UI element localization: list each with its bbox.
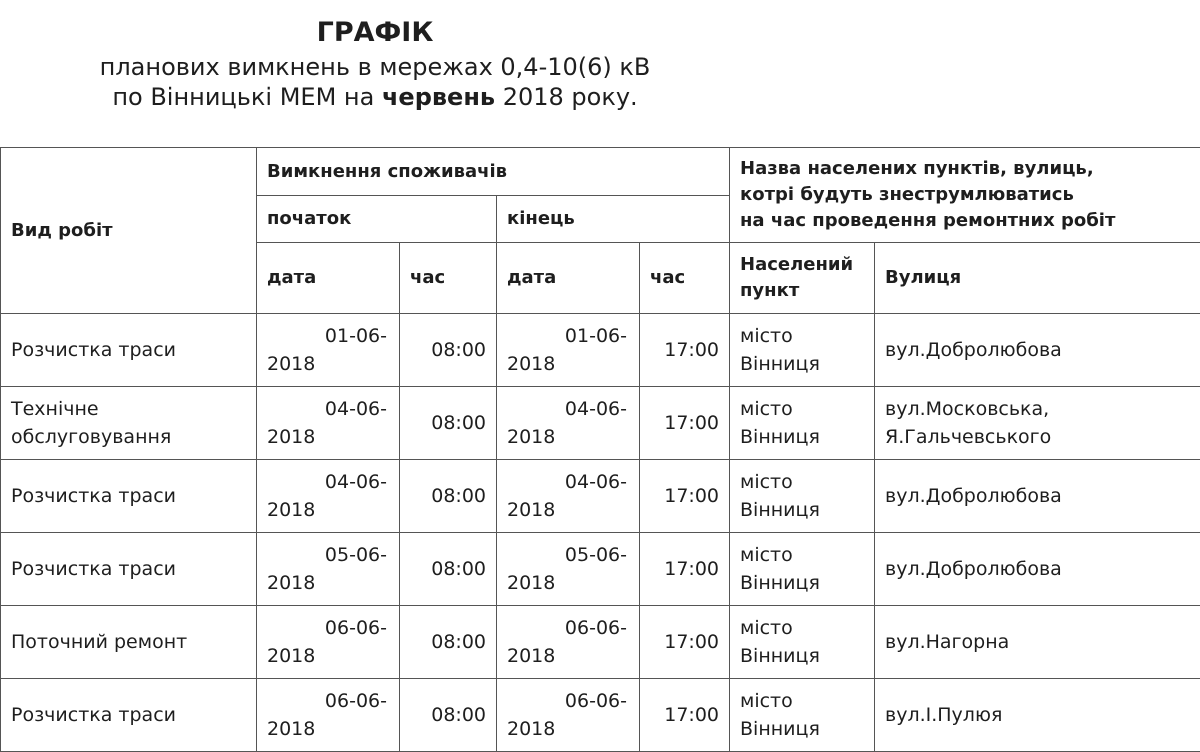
- period-suffix: 2018 року.: [495, 83, 638, 111]
- start-date-year: 2018: [267, 350, 389, 378]
- start-date-day-month: 04-06-: [267, 395, 389, 423]
- settlement-type: місто: [740, 468, 864, 496]
- settlement-type: місто: [740, 395, 864, 423]
- cell-end-date: [497, 606, 640, 679]
- settlement-name: Вінниця: [740, 496, 864, 524]
- cell-work-type: Поточний ремонт: [1, 606, 257, 679]
- table-row: [1, 387, 1200, 460]
- document-header: [0, 14, 750, 112]
- cell-settlement: [730, 314, 875, 387]
- document-period-line: [0, 82, 750, 112]
- header-locations-line: котрі будуть знеструмлюватись: [740, 182, 1190, 208]
- start-date-year: 2018: [267, 496, 389, 524]
- start-date-day-month: 04-06-: [267, 468, 389, 496]
- end-date-year: 2018: [507, 642, 629, 670]
- settlement-name: Вінниця: [740, 715, 864, 743]
- start-date-year: 2018: [267, 423, 389, 451]
- cell-street: вул.І.Пулюя: [875, 679, 1200, 752]
- header-settlement: Населений пункт: [730, 243, 875, 314]
- end-date-day-month: 01-06-: [507, 322, 629, 350]
- table-row: [1, 314, 1200, 387]
- end-date-day-month: 04-06-: [507, 395, 629, 423]
- cell-start-date: [257, 387, 400, 460]
- document-title: ГРАФІК: [0, 14, 750, 52]
- header-locations-line: Назва населених пунктів, вулиць,: [740, 156, 1190, 182]
- header-work-type: Вид робіт: [1, 148, 257, 314]
- table-row: [1, 606, 1200, 679]
- period-month: червень: [382, 83, 495, 111]
- outage-schedule-table: [0, 147, 1200, 752]
- settlement-name: Вінниця: [740, 569, 864, 597]
- start-date-day-month: 01-06-: [267, 322, 389, 350]
- header-end-date: дата: [497, 243, 640, 314]
- settlement-type: місто: [740, 541, 864, 569]
- cell-end-time: 17:00: [640, 460, 730, 533]
- settlement-name: Вінниця: [740, 642, 864, 670]
- cell-start-time: 08:00: [400, 460, 497, 533]
- start-date-year: 2018: [267, 642, 389, 670]
- end-date-year: 2018: [507, 423, 629, 451]
- cell-work-type: Розчистка траси: [1, 679, 257, 752]
- table-row: [1, 460, 1200, 533]
- cell-street: вул.Добролюбова: [875, 314, 1200, 387]
- cell-end-date: [497, 387, 640, 460]
- cell-start-date: [257, 606, 400, 679]
- end-date-day-month: 04-06-: [507, 468, 629, 496]
- cell-end-time: 17:00: [640, 533, 730, 606]
- end-date-year: 2018: [507, 569, 629, 597]
- header-end-time: час: [640, 243, 730, 314]
- cell-start-time: 08:00: [400, 387, 497, 460]
- header-shutdown: Вимкнення споживачів: [257, 148, 730, 196]
- start-date-year: 2018: [267, 715, 389, 743]
- cell-end-date: [497, 314, 640, 387]
- cell-start-date: [257, 460, 400, 533]
- cell-start-time: 08:00: [400, 679, 497, 752]
- header-start: початок: [257, 196, 497, 243]
- cell-start-time: 08:00: [400, 314, 497, 387]
- end-date-year: 2018: [507, 350, 629, 378]
- cell-street: вул.Добролюбова: [875, 460, 1200, 533]
- end-date-day-month: 06-06-: [507, 687, 629, 715]
- settlement-type: місто: [740, 614, 864, 642]
- end-date-day-month: 06-06-: [507, 614, 629, 642]
- settlement-type: місто: [740, 687, 864, 715]
- start-date-year: 2018: [267, 569, 389, 597]
- cell-settlement: [730, 606, 875, 679]
- cell-street: вул.Нагорна: [875, 606, 1200, 679]
- cell-end-date: [497, 460, 640, 533]
- cell-end-time: 17:00: [640, 679, 730, 752]
- cell-end-date: [497, 679, 640, 752]
- settlement-type: місто: [740, 322, 864, 350]
- cell-start-date: [257, 314, 400, 387]
- cell-end-date: [497, 533, 640, 606]
- header-start-date: дата: [257, 243, 400, 314]
- settlement-name: Вінниця: [740, 423, 864, 451]
- period-prefix: по Вінницькі МЕМ на: [112, 83, 382, 111]
- cell-work-type: Технічне обслуговування: [1, 387, 257, 460]
- cell-end-time: 17:00: [640, 387, 730, 460]
- cell-street: вул.Добролюбова: [875, 533, 1200, 606]
- cell-work-type: Розчистка траси: [1, 314, 257, 387]
- cell-work-type: Розчистка траси: [1, 533, 257, 606]
- cell-settlement: [730, 460, 875, 533]
- end-date-year: 2018: [507, 715, 629, 743]
- table-row: [1, 679, 1200, 752]
- end-date-day-month: 05-06-: [507, 541, 629, 569]
- header-start-time: час: [400, 243, 497, 314]
- start-date-day-month: 06-06-: [267, 614, 389, 642]
- cell-start-date: [257, 679, 400, 752]
- cell-start-time: 08:00: [400, 533, 497, 606]
- table-row: [1, 533, 1200, 606]
- header-locations: [730, 148, 1200, 243]
- cell-end-time: 17:00: [640, 314, 730, 387]
- header-end: кінець: [497, 196, 730, 243]
- cell-street: вул.Московська, Я.Гальчевського: [875, 387, 1200, 460]
- start-date-day-month: 05-06-: [267, 541, 389, 569]
- document-subtitle-line: планових вимкнень в мережах 0,4-10(6) кВ: [0, 52, 750, 82]
- header-street: Вулиця: [875, 243, 1200, 314]
- header-locations-line: на час проведення ремонтних робіт: [740, 208, 1190, 234]
- cell-start-date: [257, 533, 400, 606]
- end-date-year: 2018: [507, 496, 629, 524]
- cell-settlement: [730, 679, 875, 752]
- start-date-day-month: 06-06-: [267, 687, 389, 715]
- cell-work-type: Розчистка траси: [1, 460, 257, 533]
- cell-end-time: 17:00: [640, 606, 730, 679]
- cell-start-time: 08:00: [400, 606, 497, 679]
- settlement-name: Вінниця: [740, 350, 864, 378]
- cell-settlement: [730, 533, 875, 606]
- cell-settlement: [730, 387, 875, 460]
